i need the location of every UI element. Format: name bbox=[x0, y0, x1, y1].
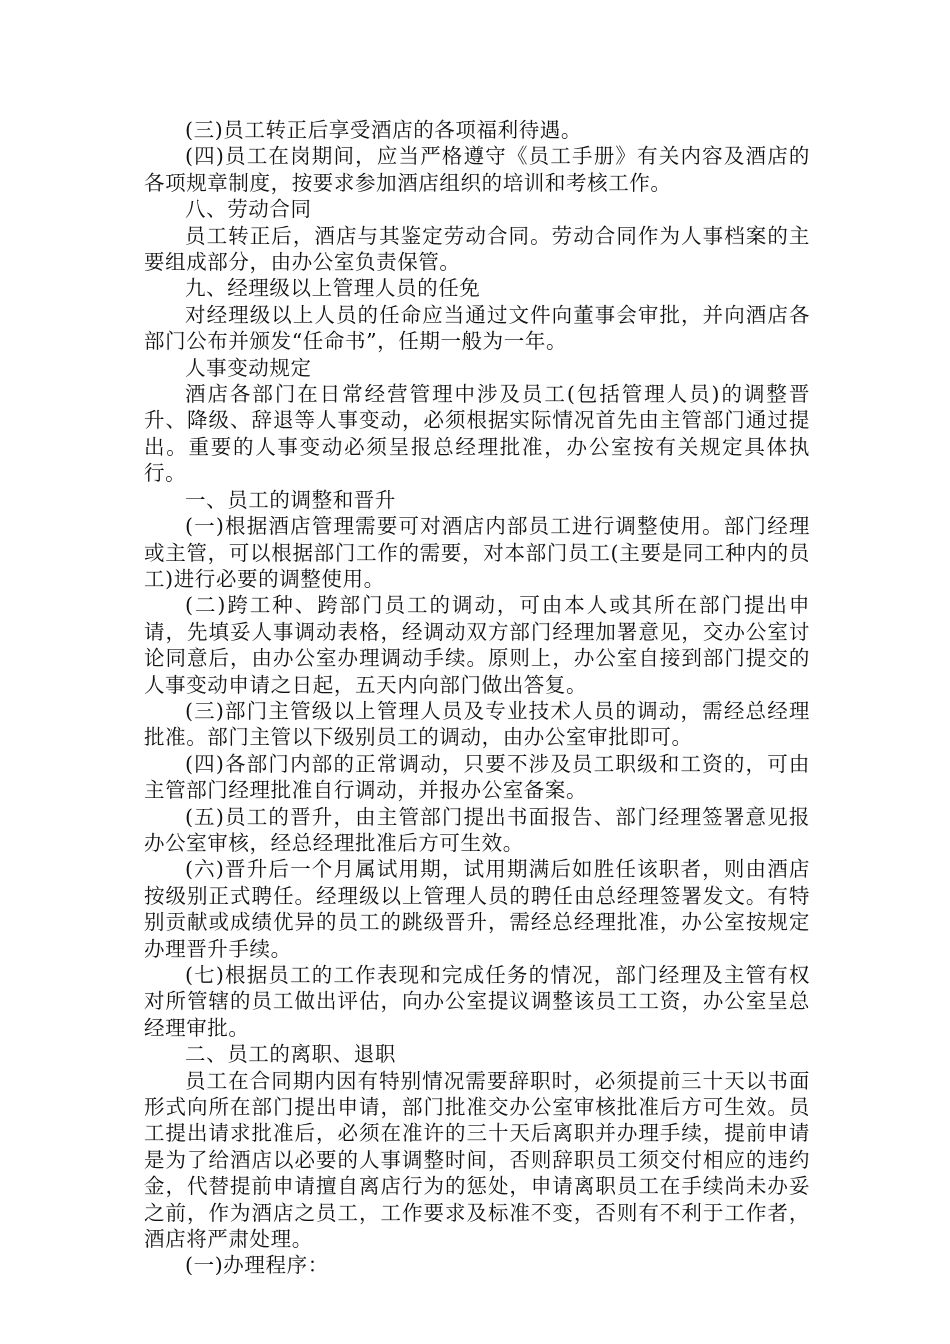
paragraph: (一)根据酒店管理需要可对酒店内部员工进行调整使用。部门经理或主管，可以根据部门工作的需要，对本部门员工(主要是同工种内的员工)进行必要的调整使用。 bbox=[144, 514, 810, 591]
section-heading: 九、经理级以上管理人员的任免 bbox=[185, 276, 481, 301]
paragraph: (二)跨工种、跨部门员工的调动，可由本人或其所在部门提出申请，先填妥人事调动表格，经调动双方部门经理加署意见，交办公室讨论同意后，由办公室办理调动手续。原则上，办公室自接到部门提交的人事变动申请之日起，五天内向部门做出答复。 bbox=[144, 593, 810, 697]
paragraph: 员工在合同期内因有特别情况需要辞职时，必须提前三十天以书面形式向所在部门提出申请，部门批准交办公室审核批准后方可生效。员工提出请求批准后，必须在准许的三十天后离职并办理手续，提前申请是为了给酒店以必要的人事调整时间，否则辞职员工须交付相应的违约金，代替提前申请擅自离店行为的惩处，申请离职员工在手续尚未办妥之前，作为酒店之员工，工作要求及标准不变，否则有不利于工作者，酒店将严肃处理。 bbox=[144, 1068, 810, 1252]
paragraph: (三)部门主管级以上管理人员及专业技术人员的调动，需经总经理批准。部门主管以下级别员工的调动，由办公室审批即可。 bbox=[144, 698, 810, 750]
paragraph: 员工转正后，酒店与其鉴定劳动合同。劳动合同作为人事档案的主要组成部分，由办公室负责保管。 bbox=[144, 223, 810, 275]
section-heading: 二、员工的离职、退职 bbox=[185, 1042, 396, 1067]
paragraph: (三)员工转正后享受酒店的各项福利待遇。 bbox=[185, 118, 582, 142]
section-heading: 八、劳动合同 bbox=[185, 197, 312, 222]
document-body bbox=[144, 117, 810, 1279]
section-heading: 人事变动规定 bbox=[185, 355, 312, 380]
paragraph: 对经理级以上人员的任命应当通过文件向董事会审批，并向酒店各部门公布并颁发“任命书”，任期一般为一年。 bbox=[144, 302, 810, 354]
paragraph: (一)办理程序： bbox=[185, 1253, 329, 1278]
paragraph: 酒店各部门在日常经营管理中涉及员工(包括管理人员)的调整晋升、降级、辞退等人事变动，必须根据实际情况首先由主管部门通过提出。重要的人事变动必须呈报总经理批准，办公室按有关规定具体执行。 bbox=[144, 382, 810, 486]
paragraph: (七)根据员工的工作表现和完成任务的情况，部门经理及主管有权对所管辖的员工做出评估，向办公室提议调整该员工工资，办公室呈总经理审批。 bbox=[144, 963, 810, 1040]
paragraph: (四)员工在岗期间，应当严格遵守《员工手册》有关内容及酒店的各项规章制度，按要求参加酒店组织的培训和考核工作。 bbox=[144, 144, 810, 195]
paragraph: (五)员工的晋升，由主管部门提出书面报告、部门经理签署意见报办公室审核，经总经理批准后方可生效。 bbox=[144, 804, 810, 855]
paragraph: (四)各部门内部的正常调动，只要不涉及员工职级和工资的，可由主管部门经理批准自行调动，并报办公室备案。 bbox=[144, 751, 810, 803]
section-heading: 一、员工的调整和晋升 bbox=[185, 487, 396, 512]
paragraph: (六)晋升后一个月属试用期，试用期满后如胜任该职者，则由酒店按级别正式聘任。经理级以上管理人员的聘任由总经理签署发文。有特别贡献或成绩优异的员工的跳级晋升，需经总经理批准，办公室按规定办理晋升手续。 bbox=[144, 857, 810, 961]
